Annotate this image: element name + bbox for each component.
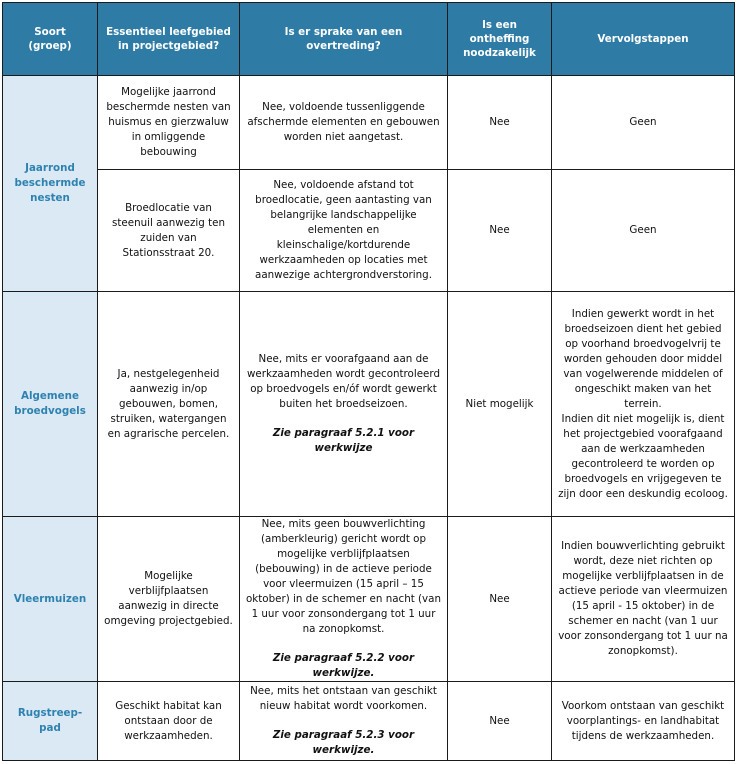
cell-ontheffing: Nee [448, 170, 552, 292]
cell-leefgebied: Geschikt habitat kan ontstaan door de werkzaamheden. [98, 682, 240, 761]
table-row [3, 682, 735, 761]
cell-vervolgstappen: Voorkom ontstaan van geschikt voorplantings- en landhabitat tijdens de werkzaamheden. [552, 682, 735, 761]
vervolg-text-2: Indien dit niet mogelijk is, dient het projectgebied voorafgaand aan de werkzaamheden gecontroleerd te worden op broedvogels en vrijgegeven te zijn door een deskundig ecoloog. [558, 412, 728, 500]
cell-vervolgstappen: Geen [552, 76, 735, 170]
cell-vervolgstappen [552, 292, 735, 517]
cell-leefgebied: Ja, nestgelegenheid aanwezig in/op gebouwen, bomen, struiken, watergangen en agrarische percelen. [98, 292, 240, 517]
cell-overtreding [240, 292, 448, 517]
overtreding-text: Nee, mits geen bouwverlichting (amberkleurig) gericht wordt op mogelijke verblijfplaatsen (bebouwing) in de actieve periode voor vleermuizen (15 april – 15 oktober) in de schemer en nacht (van 1 uur voor zonsondergang tot 1 uur na zonopkomst. [246, 518, 441, 635]
table-row [3, 76, 735, 170]
cell-ontheffing: Niet mogelijk [448, 292, 552, 517]
cell-leefgebied: Broedlocatie van steenuil aanwezig ten zuiden van Stationsstraat 20. [98, 170, 240, 292]
paragraph-reference: Zie paragraaf 5.2.1 voor werkwijze [272, 427, 415, 454]
group-broedvogels: Algemene broedvogels [3, 292, 98, 517]
cell-ontheffing: Nee [448, 76, 552, 170]
table-row [3, 517, 735, 682]
cell-overtreding: Nee, voldoende afstand tot broedlocatie, geen aantasting van belangrijke landschappelijke elementen en kleinschalige/kortdurende werkzaamheden op locaties met aanwezige achtergrondverstoring. [240, 170, 448, 292]
header-vervolgstappen: Vervolgstappen [552, 3, 735, 76]
group-rugstreeppad: Rugstreep-pad [3, 682, 98, 761]
paragraph-reference: Zie paragraaf 5.2.3 voor werkwijze. [272, 729, 415, 756]
header-overtreding: Is er sprake van een overtreding? [240, 3, 448, 76]
header-leefgebied: Essentieel leefgebied in projectgebied? [98, 3, 240, 76]
cell-vervolgstappen: Geen [552, 170, 735, 292]
table-row [3, 292, 735, 517]
overtreding-text: Nee, mits het ontstaan van geschikt nieuw habitat wordt voorkomen. [250, 685, 437, 712]
overtreding-text: Nee, mits er voorafgaand aan de werkzaamheden wordt gecontroleerd op broedvogels en/óf wordt gewerkt buiten het broedseizoen. [247, 353, 440, 410]
cell-vervolgstappen: Indien bouwverlichting gebruikt wordt, deze niet richten op mogelijke verblijfplaatsen in de actieve periode van vleermuizen (15 april - 15 oktober) in de schemer en nacht (van 1 uur voor zonsondergang tot 1 uur na zonopkomst). [552, 517, 735, 682]
cell-ontheffing: Nee [448, 517, 552, 682]
species-table [2, 2, 735, 761]
group-jaarrond: Jaarrond beschermde nesten [3, 76, 98, 292]
cell-leefgebied: Mogelijke jaarrond beschermde nesten van huismus en gierzwaluw in omliggende bebouwing [98, 76, 240, 170]
table-row [3, 170, 735, 292]
cell-overtreding [240, 517, 448, 682]
vervolg-text-1: Indien gewerkt wordt in het broedseizoen dient het gebied op voorhand broedvogelvrij te worden gehouden door middel van vogelwerende middelen of ongeschikt maken van het terrein. [563, 307, 723, 410]
paragraph-reference: Zie paragraaf 5.2.2 voor werkwijze. [272, 652, 415, 679]
cell-ontheffing: Nee [448, 682, 552, 761]
group-vleermuizen: Vleermuizen [3, 517, 98, 682]
cell-overtreding: Nee, voldoende tussenliggende afschermde elementen en gebouwen worden niet aangetast. [240, 76, 448, 170]
cell-leefgebied: Mogelijke verblijfplaatsen aanwezig in directe omgeving projectgebied. [98, 517, 240, 682]
header-ontheffing: Is een ontheffing noodzakelijk [448, 3, 552, 76]
cell-overtreding [240, 682, 448, 761]
header-row [3, 3, 735, 76]
header-soort: Soort (groep) [3, 3, 98, 76]
